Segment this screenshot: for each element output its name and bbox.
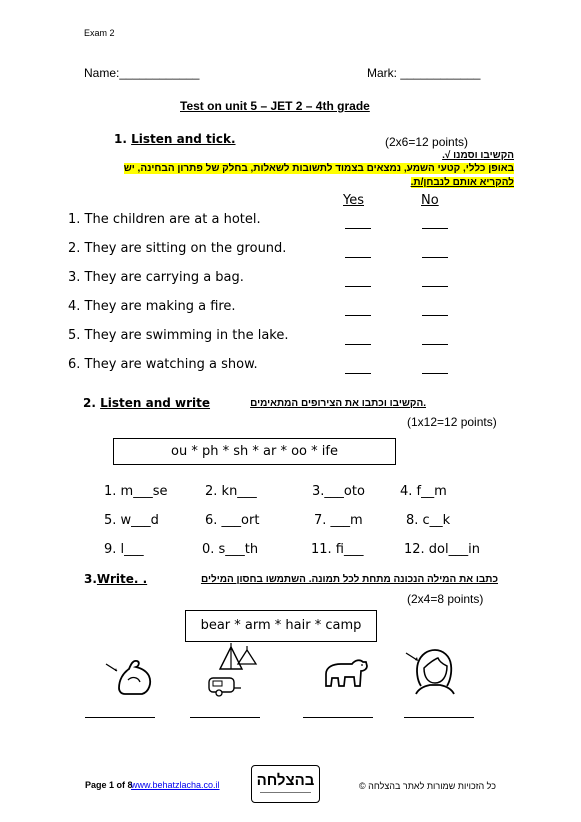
no-blank-2[interactable] — [422, 257, 448, 258]
section1-title: Listen and tick. — [131, 132, 236, 146]
list-item: 1. The children are at a hotel. — [68, 212, 261, 227]
list-item: 1. m___se — [104, 484, 168, 499]
yes-blank-2[interactable] — [345, 257, 371, 258]
section1-hebrew-note-1: באופן כללי, קטעי השמע, נמצאים בצמוד לתשובות לשאלות, בחלק של פתרון הבחינה, יש — [123, 163, 514, 174]
logo-text: בהצלחה — [256, 772, 315, 789]
no-blank-5[interactable] — [422, 344, 448, 345]
answer-line-3[interactable] — [303, 717, 373, 718]
bear-icon — [320, 656, 370, 690]
page-title: Test on unit 5 – JET 2 – 4th grade — [180, 99, 370, 113]
answer-line-2[interactable] — [190, 717, 260, 718]
list-item: 0. s___th — [202, 542, 259, 557]
yes-column-header: Yes — [343, 193, 364, 208]
yes-blank-5[interactable] — [345, 344, 371, 345]
page-number: Page 1 of 8 — [85, 780, 133, 790]
section1-points: (2x6=12 points) — [385, 135, 469, 149]
list-item: 7. ___m — [314, 513, 363, 528]
section3-hebrew-instruction: כתבו את המילה הנכונה מתחת לכל תמונה. השתמשו בחסון המילים — [200, 574, 498, 585]
name-field-label: Name:____________ — [84, 66, 200, 80]
section2-word-bank — [113, 438, 396, 465]
site-link[interactable]: www.behatzlacha.co.il — [131, 780, 220, 790]
section3-number: 3. — [84, 572, 97, 586]
section1-heading — [114, 132, 236, 146]
yes-blank-4[interactable] — [345, 315, 371, 316]
section3-word-bank — [185, 610, 377, 642]
list-item: 11. fi___ — [311, 542, 364, 557]
list-item: 4. f__m — [400, 484, 447, 499]
no-blank-3[interactable] — [422, 286, 448, 287]
site-logo — [251, 765, 320, 803]
mark-field-label: Mark: ____________ — [367, 66, 481, 80]
section1-hebrew-instruction: הקשיבו וסמנו √. — [442, 150, 514, 161]
list-item: 9. l___ — [104, 542, 144, 557]
list-item: 5. They are swimming in the lake. — [68, 328, 289, 343]
copyright-text: כל הזכויות שמורות לאתר בהצלחה © — [359, 781, 496, 791]
list-item: 3. They are carrying a bag. — [68, 270, 244, 285]
yes-blank-1[interactable] — [345, 228, 371, 229]
list-item: 8. c__k — [406, 513, 451, 528]
hair-icon — [402, 646, 464, 696]
list-item: 3.___oto — [312, 484, 365, 499]
list-item: 4. They are making a fire. — [68, 299, 236, 314]
section3-title: Write. . — [96, 572, 148, 586]
section2-hebrew-instruction: .הקשיבו וכתבו את הצירופים המתאימים — [250, 398, 426, 409]
section1-hebrew-note-2: להקריא אותם לנבחן/ת. — [410, 177, 514, 188]
section2-number: 2. — [83, 396, 96, 410]
yes-blank-3[interactable] — [345, 286, 371, 287]
list-item: 2. They are sitting on the ground. — [68, 241, 287, 256]
no-blank-1[interactable] — [422, 228, 448, 229]
section3-points: (2x4=8 points) — [407, 592, 484, 606]
list-item: 12. dol___in — [404, 542, 480, 557]
word-bank-text: ou * ph * sh * ar * oo * ife — [171, 444, 338, 459]
no-blank-4[interactable] — [422, 315, 448, 316]
no-column-header: No — [421, 193, 439, 208]
section2-heading — [83, 396, 210, 410]
arm-icon — [100, 652, 160, 698]
list-item: 6. They are watching a show. — [68, 357, 258, 372]
yes-blank-6[interactable] — [345, 373, 371, 374]
exam-label: Exam 2 — [84, 28, 115, 38]
section2-points: (1x12=12 points) — [407, 415, 497, 429]
list-item: 6. ___ort — [205, 513, 260, 528]
section2-title: Listen and write — [100, 396, 211, 410]
section3-heading — [84, 572, 147, 586]
no-blank-6[interactable] — [422, 373, 448, 374]
section1-number: 1. — [114, 132, 127, 146]
logo-underline — [260, 792, 311, 793]
list-item: 2. kn___ — [205, 484, 257, 499]
answer-line-1[interactable] — [85, 717, 155, 718]
camp-icon — [206, 642, 262, 700]
word-bank-text: bear * arm * hair * camp — [200, 618, 362, 633]
answer-line-4[interactable] — [404, 717, 474, 718]
list-item: 5. w___d — [104, 513, 159, 528]
